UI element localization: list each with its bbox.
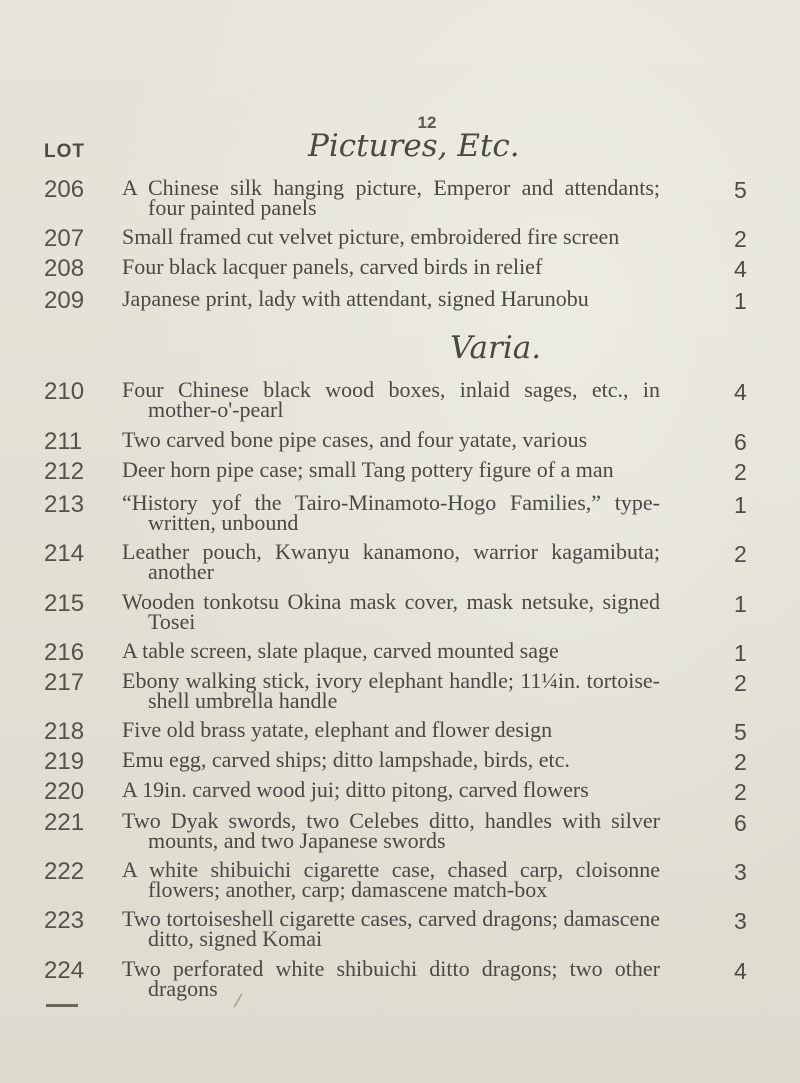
lot-number: 211 [44, 428, 83, 455]
lot-quantity: 2 [734, 670, 747, 696]
lot-description-line: Emu egg, carved ships; ditto lampshade, birds, etc. [122, 747, 570, 772]
lot-number: 215 [44, 590, 85, 617]
lot-description-line: A white shibuichi cigarette case, chased carp, cloisonne [122, 857, 660, 882]
lot-quantity: 1 [734, 492, 747, 518]
lot-description [122, 224, 660, 249]
lot-description [122, 589, 660, 634]
lot-description [122, 427, 660, 452]
lot-description-line: Deer horn pipe case; small Tang pottery figure of a man [122, 457, 614, 482]
lot-quantity: 2 [734, 541, 747, 567]
lot-entry [0, 638, 800, 666]
section-title-pictures: Pictures, Etc. [308, 128, 520, 164]
lot-description-continuation: another [148, 559, 214, 584]
lot-quantity: 1 [734, 640, 747, 666]
lot-entry [0, 377, 800, 422]
lot-quantity: 1 [734, 591, 747, 617]
lot-number: 221 [44, 809, 85, 836]
lot-entry [0, 956, 800, 1001]
lot-entry [0, 668, 800, 713]
lot-description [122, 747, 660, 772]
lot-entry [0, 589, 800, 634]
section-title-varia: Varia. [450, 330, 542, 366]
lot-entry [0, 777, 800, 805]
lot-description-line: Four black lacquer panels, carved birds in relief [122, 254, 543, 279]
lot-description-line: Two perforated white shibuichi ditto dragons; two other [122, 956, 660, 981]
lot-entry [0, 717, 800, 745]
lot-description-continuation: mother-o'-pearl [148, 397, 284, 422]
lot-description-line: Wooden tonkotsu Okina mask cover, mask netsuke, signed [122, 589, 660, 614]
lot-number: 220 [44, 778, 85, 805]
lot-number: 224 [44, 957, 85, 984]
lot-quantity: 2 [734, 779, 747, 805]
lot-entry [0, 254, 800, 282]
lot-description-line: Four Chinese black wood boxes, inlaid sages, etc., in [122, 377, 660, 402]
lot-description [122, 906, 660, 951]
lot-description [122, 175, 660, 220]
lot-quantity: 5 [734, 719, 747, 745]
lot-description-line: “History yof the Tairo-Minamoto-Hogo Families,” type- [122, 490, 660, 515]
lot-number: 222 [44, 858, 85, 885]
lot-entry [0, 286, 800, 314]
lot-description-line: Japanese print, lady with attendant, signed Harunobu [122, 286, 589, 311]
lot-entry [0, 224, 800, 252]
lot-description-continuation: flowers; another, carp; damascene match-box [148, 877, 548, 902]
ink-mark [46, 1004, 78, 1007]
lot-entry [0, 906, 800, 951]
lot-number: 208 [44, 255, 85, 282]
lot-description [122, 539, 660, 584]
lot-number: 214 [44, 540, 85, 567]
lot-description-continuation: dragons [148, 976, 218, 1001]
lot-entry [0, 747, 800, 775]
lot-description [122, 638, 660, 663]
lot-quantity: 4 [734, 958, 747, 984]
lot-description-line: A 19in. carved wood jui; ditto pitong, carved flowers [122, 777, 589, 802]
lot-entry [0, 457, 800, 485]
lot-number: 223 [44, 907, 85, 934]
lot-quantity: 2 [734, 459, 747, 485]
lot-description-line: Small framed cut velvet picture, embroidered fire screen [122, 224, 620, 249]
lot-entry [0, 427, 800, 455]
lot-description-continuation: shell umbrella handle [148, 688, 338, 713]
lot-quantity: 6 [734, 810, 747, 836]
lot-quantity: 5 [734, 177, 747, 203]
lot-number: 217 [44, 669, 85, 696]
lot-entry [0, 175, 800, 220]
lot-description-continuation: ditto, signed Komai [148, 926, 323, 951]
lot-quantity: 3 [734, 908, 747, 934]
lot-description-line: A Chinese silk hanging picture, Emperor and attendants; [122, 175, 660, 200]
lot-quantity: 1 [734, 288, 747, 314]
lot-quantity: 2 [734, 749, 747, 775]
lot-description [122, 857, 660, 902]
page-number: 12 [417, 113, 437, 132]
lot-number: 218 [44, 718, 85, 745]
lot-quantity: 4 [734, 256, 747, 282]
lot-description-line: Ebony walking stick, ivory elephant handle; 11¼in. tortoise- [122, 668, 660, 693]
lot-column-header: LOT [44, 141, 85, 162]
lot-entry [0, 490, 800, 535]
lot-number: 216 [44, 639, 85, 666]
lot-description-line: A table screen, slate plaque, carved mounted sage [122, 638, 559, 663]
lot-number: 207 [44, 225, 85, 252]
lot-description [122, 668, 660, 713]
lot-number: 213 [44, 491, 85, 518]
lot-description-line: Two tortoiseshell cigarette cases, carved dragons; damascene [122, 906, 660, 931]
lot-number: 219 [44, 748, 85, 775]
lot-quantity: 6 [734, 429, 747, 455]
lot-description [122, 490, 660, 535]
lot-description-line: Five old brass yatate, elephant and flower design [122, 717, 553, 742]
lot-description-continuation: mounts, and two Japanese swords [148, 828, 446, 853]
lot-number: 209 [44, 287, 85, 314]
lot-description [122, 808, 660, 853]
lot-description-line: Two carved bone pipe cases, and four yatate, various [122, 427, 588, 452]
lot-description [122, 777, 660, 802]
lot-number: 210 [44, 378, 85, 405]
lot-description [122, 717, 660, 742]
lot-entry [0, 539, 800, 584]
lot-description-line: Two Dyak swords, two Celebes ditto, handles with silver [122, 808, 660, 833]
lot-entry [0, 808, 800, 853]
lot-description [122, 457, 660, 482]
lot-quantity: 3 [734, 859, 747, 885]
lot-description [122, 956, 660, 1001]
lot-number: 212 [44, 458, 85, 485]
lot-description [122, 286, 660, 311]
lot-description [122, 377, 660, 422]
lot-quantity: 2 [734, 226, 747, 252]
lot-description-line: Leather pouch, Kwanyu kanamono, warrior kagamibuta; [122, 539, 660, 564]
lot-description-continuation: Tosei [148, 609, 196, 634]
lot-number: 206 [44, 176, 85, 203]
lot-entry [0, 857, 800, 902]
lot-description [122, 254, 660, 279]
lot-quantity: 4 [734, 379, 747, 405]
lot-description-continuation: four painted panels [148, 195, 317, 220]
lot-description-continuation: written, unbound [148, 510, 299, 535]
